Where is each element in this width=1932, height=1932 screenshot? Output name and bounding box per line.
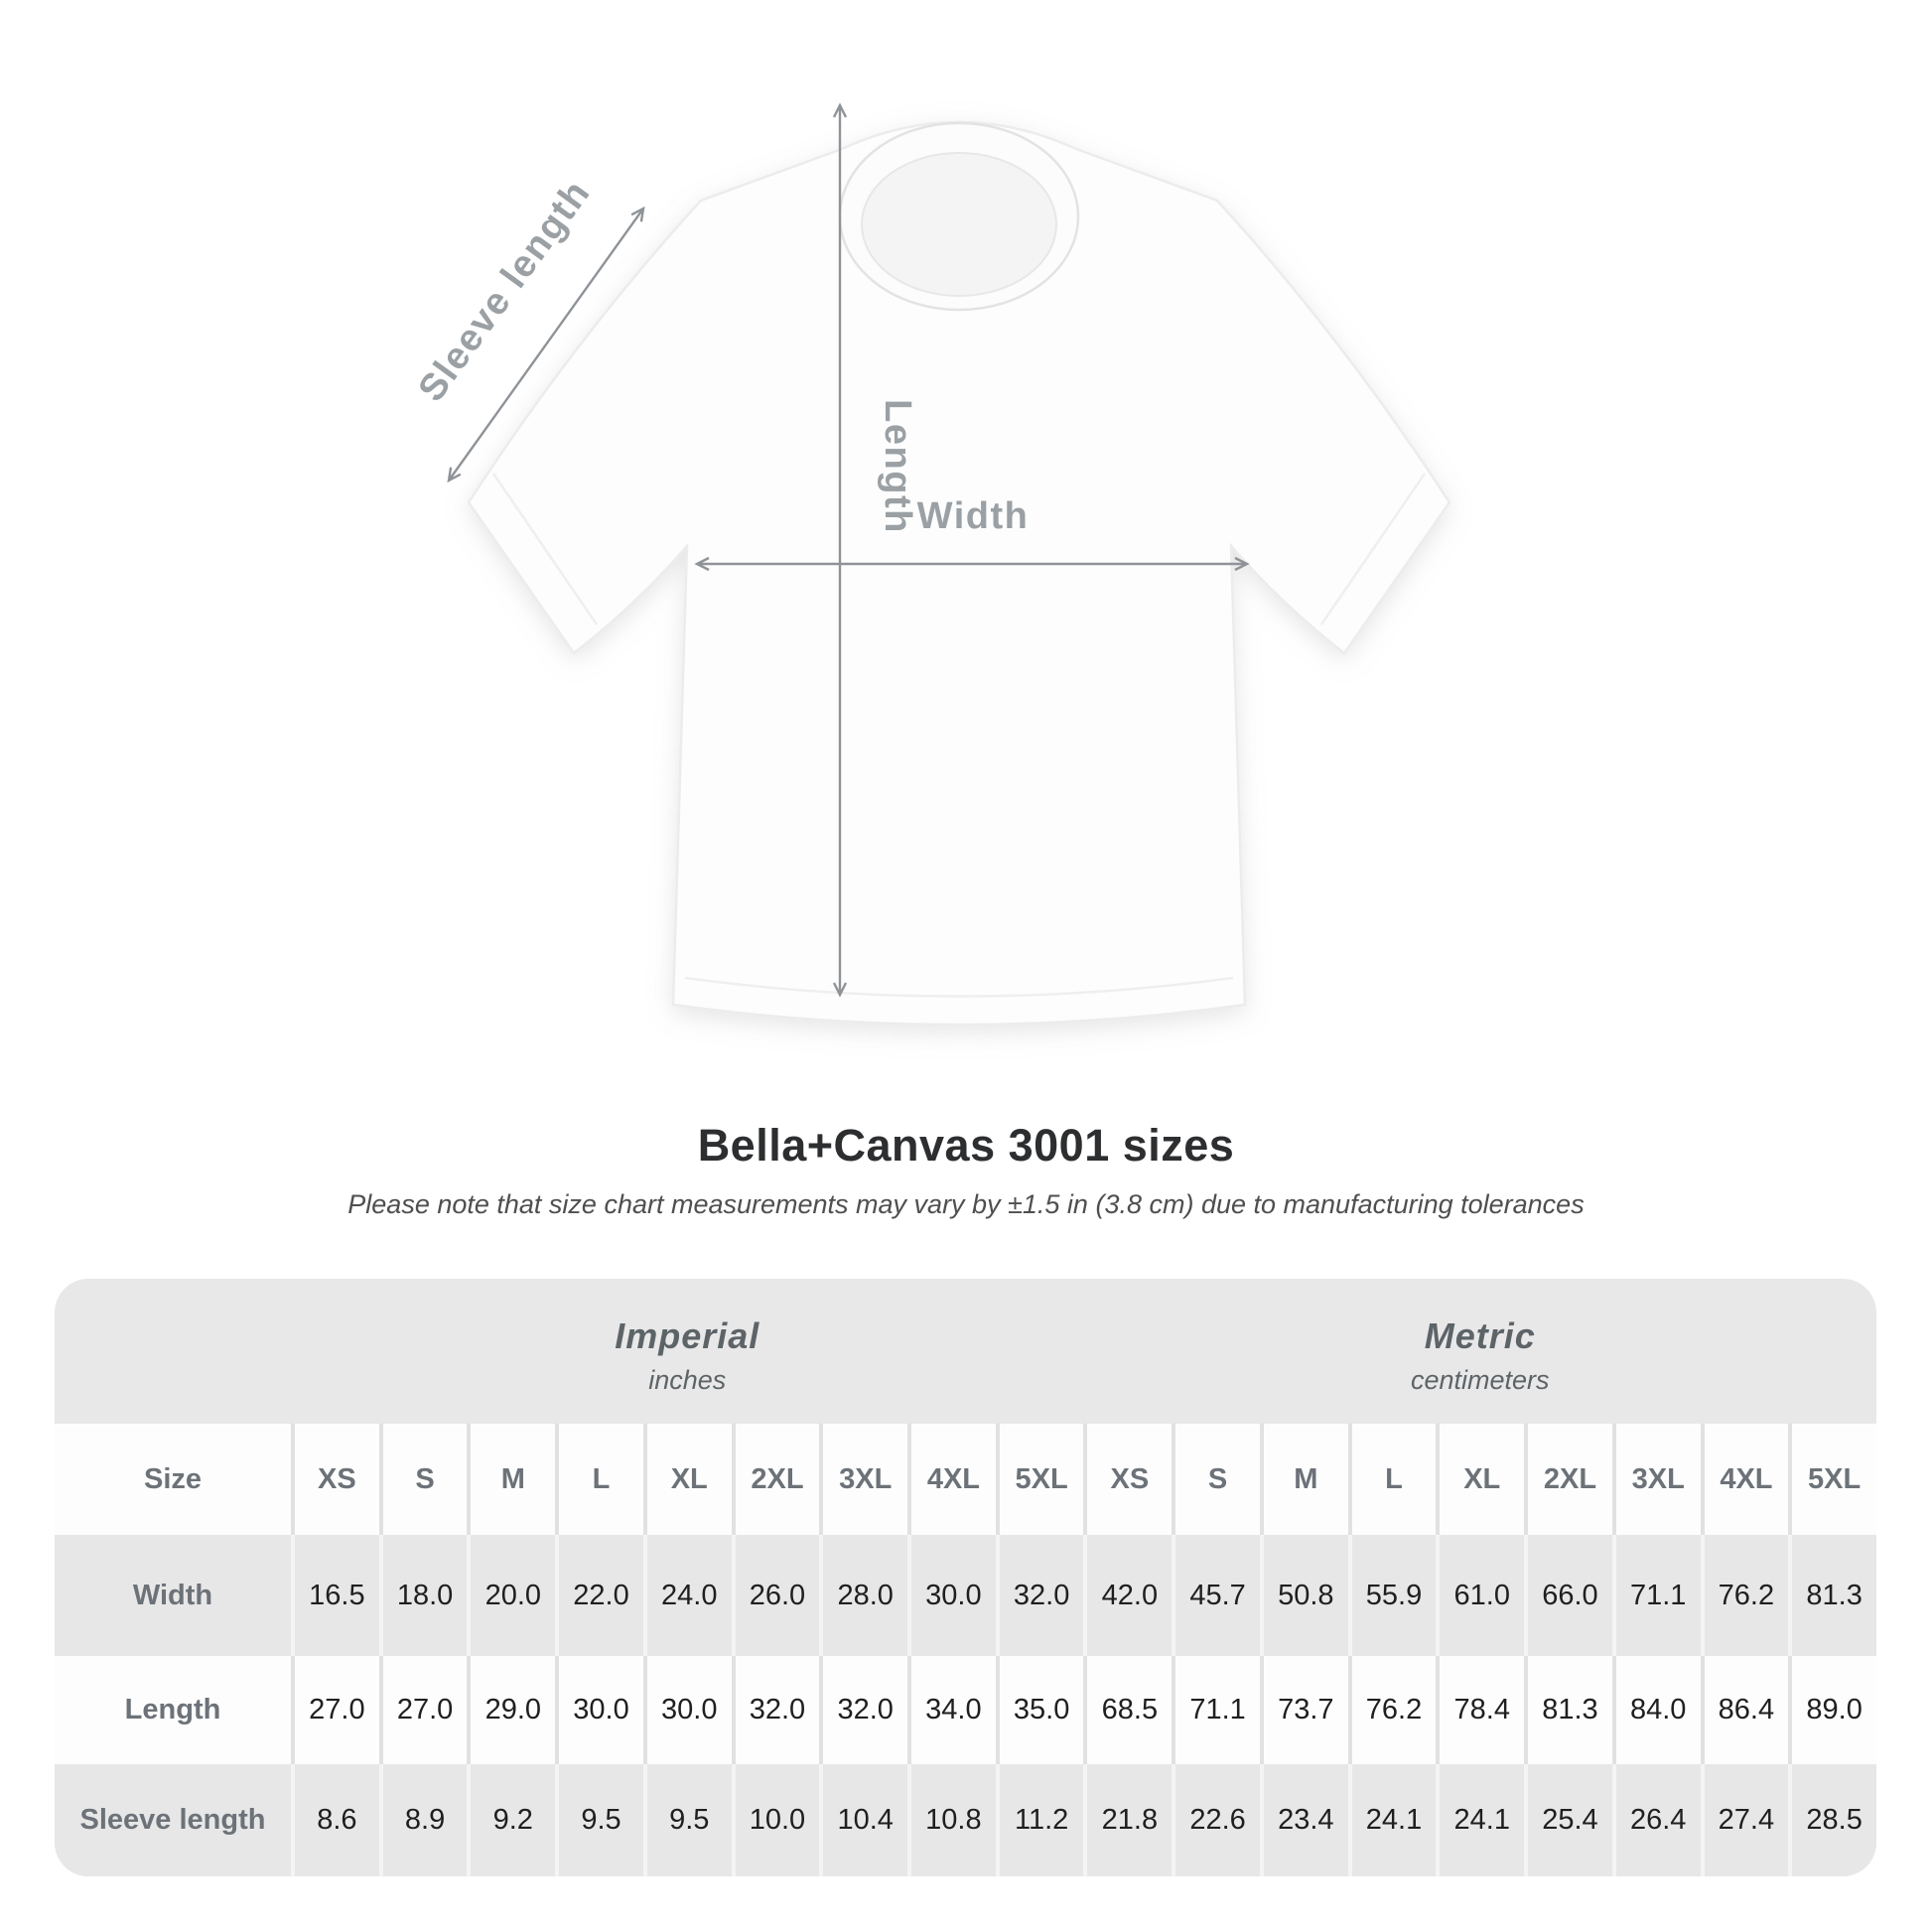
size-col-header-metric-3xl: 3XL <box>1612 1424 1701 1535</box>
width-metric-l: 55.9 <box>1348 1535 1437 1656</box>
row-label-sleeve-length: Sleeve length <box>79 1804 266 1836</box>
sleeve-imperial-2xl: 10.0 <box>732 1764 820 1876</box>
width-imperial-4xl: 30.0 <box>907 1535 996 1656</box>
length-metric-m: 73.7 <box>1260 1656 1348 1764</box>
length-metric-3xl: 84.0 <box>1612 1656 1701 1764</box>
size-col-header-imperial-m: M <box>467 1424 555 1535</box>
sleeve-metric-s: 22.6 <box>1172 1764 1260 1876</box>
sleeve-metric-4xl: 27.4 <box>1701 1764 1789 1876</box>
sleeve-metric-3xl: 26.4 <box>1612 1764 1701 1876</box>
length-metric-4xl: 86.4 <box>1701 1656 1789 1764</box>
collar-opening <box>862 153 1056 296</box>
size-col-header-metric-2xl: 2XL <box>1524 1424 1612 1535</box>
sleeve-metric-5xl: 28.5 <box>1788 1764 1876 1876</box>
sleeve-imperial-xs: 8.6 <box>291 1764 379 1876</box>
size-col-header-imperial-s: S <box>379 1424 468 1535</box>
size-col-header-imperial-4xl: 4XL <box>907 1424 996 1535</box>
sleeve-imperial-4xl: 10.8 <box>907 1764 996 1876</box>
length-imperial-2xl: 32.0 <box>732 1656 820 1764</box>
metric-unit: centimeters <box>1410 1364 1550 1395</box>
size-col-header-imperial-3xl: 3XL <box>819 1424 907 1535</box>
size-corner-label: Size <box>143 1462 203 1495</box>
length-metric-l: 76.2 <box>1348 1656 1437 1764</box>
length-metric-xl: 78.4 <box>1436 1656 1524 1764</box>
size-col-header-metric-m: M <box>1260 1424 1348 1535</box>
length-metric-2xl: 81.3 <box>1524 1656 1612 1764</box>
sleeve-metric-2xl: 25.4 <box>1524 1764 1612 1876</box>
length-imperial-3xl: 32.0 <box>819 1656 907 1764</box>
size-col-header-metric-s: S <box>1172 1424 1260 1535</box>
width-imperial-2xl: 26.0 <box>732 1535 820 1656</box>
size-header-row <box>55 1424 1876 1535</box>
width-metric-5xl: 81.3 <box>1788 1535 1876 1656</box>
sleeve-imperial-l: 9.5 <box>555 1764 643 1876</box>
unit-group-header <box>55 1279 1876 1424</box>
width-label: Width <box>916 495 1030 537</box>
length-imperial-l: 30.0 <box>555 1656 643 1764</box>
imperial-unit: inches <box>648 1364 727 1395</box>
width-imperial-m: 20.0 <box>467 1535 555 1656</box>
sleeve-imperial-3xl: 10.4 <box>819 1764 907 1876</box>
sleeve-length-row <box>55 1764 1876 1876</box>
sleeve-metric-xs: 21.8 <box>1083 1764 1172 1876</box>
width-imperial-l: 22.0 <box>555 1535 643 1656</box>
size-col-header-imperial-xl: XL <box>643 1424 732 1535</box>
length-label: Length <box>877 399 918 534</box>
sleeve-metric-xl: 24.1 <box>1436 1764 1524 1876</box>
width-imperial-5xl: 32.0 <box>996 1535 1084 1656</box>
page-title: Bella+Canvas 3001 sizes <box>697 1120 1235 1171</box>
size-col-header-imperial-l: L <box>555 1424 643 1535</box>
length-metric-5xl: 89.0 <box>1788 1656 1876 1764</box>
length-metric-xs: 68.5 <box>1083 1656 1172 1764</box>
width-metric-m: 50.8 <box>1260 1535 1348 1656</box>
size-col-header-metric-xl: XL <box>1436 1424 1524 1535</box>
metric-label: Metric <box>1424 1314 1536 1356</box>
sleeve-imperial-5xl: 11.2 <box>996 1764 1084 1876</box>
width-metric-s: 45.7 <box>1172 1535 1260 1656</box>
width-metric-3xl: 71.1 <box>1612 1535 1701 1656</box>
length-imperial-xl: 30.0 <box>643 1656 732 1764</box>
width-row <box>55 1535 1876 1656</box>
sleeve-metric-m: 23.4 <box>1260 1764 1348 1876</box>
sleeve-metric-l: 24.1 <box>1348 1764 1437 1876</box>
size-col-header-metric-xs: XS <box>1083 1424 1172 1535</box>
width-imperial-xl: 24.0 <box>643 1535 732 1656</box>
width-metric-4xl: 76.2 <box>1701 1535 1789 1656</box>
length-imperial-m: 29.0 <box>467 1656 555 1764</box>
row-label-width: Width <box>132 1579 213 1611</box>
tshirt-graphic <box>469 122 1449 1025</box>
size-col-header-imperial-2xl: 2XL <box>732 1424 820 1535</box>
length-imperial-4xl: 34.0 <box>907 1656 996 1764</box>
sleeve-length-label: Sleeve length <box>410 172 600 410</box>
size-col-header-metric-5xl: 5XL <box>1788 1424 1876 1535</box>
sleeve-imperial-s: 8.9 <box>379 1764 468 1876</box>
width-metric-xs: 42.0 <box>1083 1535 1172 1656</box>
width-imperial-xs: 16.5 <box>291 1535 379 1656</box>
imperial-group-header <box>291 1279 1084 1424</box>
sleeve-imperial-xl: 9.5 <box>643 1764 732 1876</box>
length-row <box>55 1656 1876 1764</box>
size-col-header-imperial-xs: XS <box>291 1424 379 1535</box>
metric-group-header <box>1084 1279 1877 1424</box>
size-col-header-metric-l: L <box>1348 1424 1437 1535</box>
length-imperial-xs: 27.0 <box>291 1656 379 1764</box>
length-imperial-s: 27.0 <box>379 1656 468 1764</box>
imperial-label: Imperial <box>615 1314 760 1356</box>
length-metric-s: 71.1 <box>1172 1656 1260 1764</box>
size-table <box>55 1279 1876 1876</box>
size-col-header-metric-4xl: 4XL <box>1701 1424 1789 1535</box>
length-imperial-5xl: 35.0 <box>996 1656 1084 1764</box>
width-imperial-3xl: 28.0 <box>819 1535 907 1656</box>
size-col-header-imperial-5xl: 5XL <box>996 1424 1084 1535</box>
width-metric-xl: 61.0 <box>1436 1535 1524 1656</box>
row-label-length: Length <box>124 1694 221 1725</box>
width-imperial-s: 18.0 <box>379 1535 468 1656</box>
tolerance-note: Please note that size chart measurements may vary by ±1.5 in (3.8 cm) due to manufacturing tolerances <box>347 1189 1585 1219</box>
width-metric-2xl: 66.0 <box>1524 1535 1612 1656</box>
sleeve-imperial-m: 9.2 <box>467 1764 555 1876</box>
